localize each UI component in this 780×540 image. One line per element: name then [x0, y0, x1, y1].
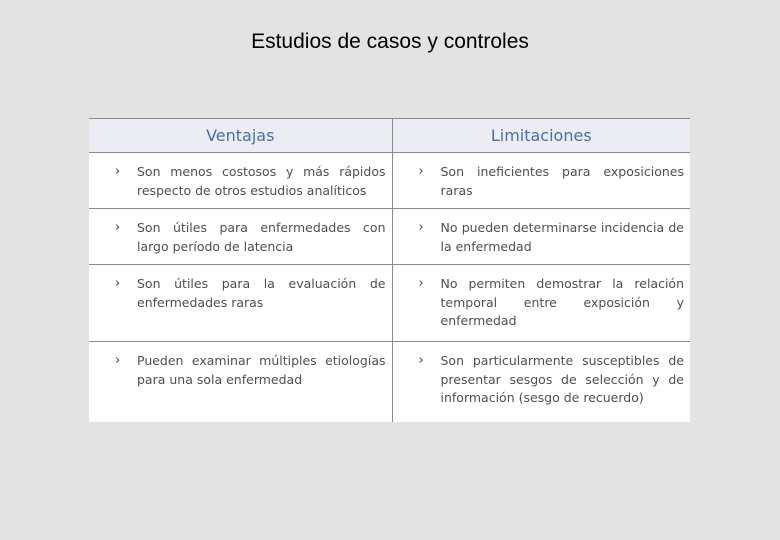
comparison-table [89, 118, 690, 422]
chevron-right-icon: › [418, 276, 424, 291]
cell-text: Son útiles para la evaluación de enfermedades raras [137, 276, 386, 310]
table-row [89, 153, 690, 209]
chevron-right-icon: › [418, 164, 424, 179]
table-header-row [89, 119, 690, 153]
table-cell [392, 342, 690, 423]
header-ventajas: Ventajas [89, 119, 392, 153]
cell-text: Pueden examinar múltiples etiologías para una sola enfermedad [137, 353, 386, 387]
table-row [89, 342, 690, 423]
cell-text: No pueden determinarse incidencia de la enfermedad [440, 220, 684, 254]
table-cell [392, 153, 690, 209]
cell-text: Son particularmente susceptibles de presentar sesgos de selección y de información (sesgo de recuerdo) [440, 353, 684, 405]
table-row [89, 209, 690, 265]
table-cell [89, 342, 392, 423]
chevron-right-icon: › [418, 353, 424, 368]
cell-text: Son ineficientes para exposiciones raras [440, 164, 684, 198]
chevron-right-icon: › [115, 220, 121, 235]
table-cell [392, 209, 690, 265]
chevron-right-icon: › [418, 220, 424, 235]
table-cell [89, 209, 392, 265]
chevron-right-icon: › [115, 353, 121, 368]
chevron-right-icon: › [115, 164, 121, 179]
slide-title: Estudios de casos y controles [251, 30, 529, 53]
table-cell [89, 153, 392, 209]
table-cell [89, 265, 392, 342]
table-row [89, 265, 690, 342]
cell-text: Son útiles para enfermedades con largo período de latencia [137, 220, 386, 254]
chevron-right-icon: › [115, 276, 121, 291]
header-limitaciones: Limitaciones [392, 119, 690, 153]
cell-text: No permiten demostrar la relación temporal entre exposición y enfermedad [440, 276, 684, 328]
table-cell [392, 265, 690, 342]
cell-text: Son menos costosos y más rápidos respecto de otros estudios analíticos [137, 164, 386, 198]
